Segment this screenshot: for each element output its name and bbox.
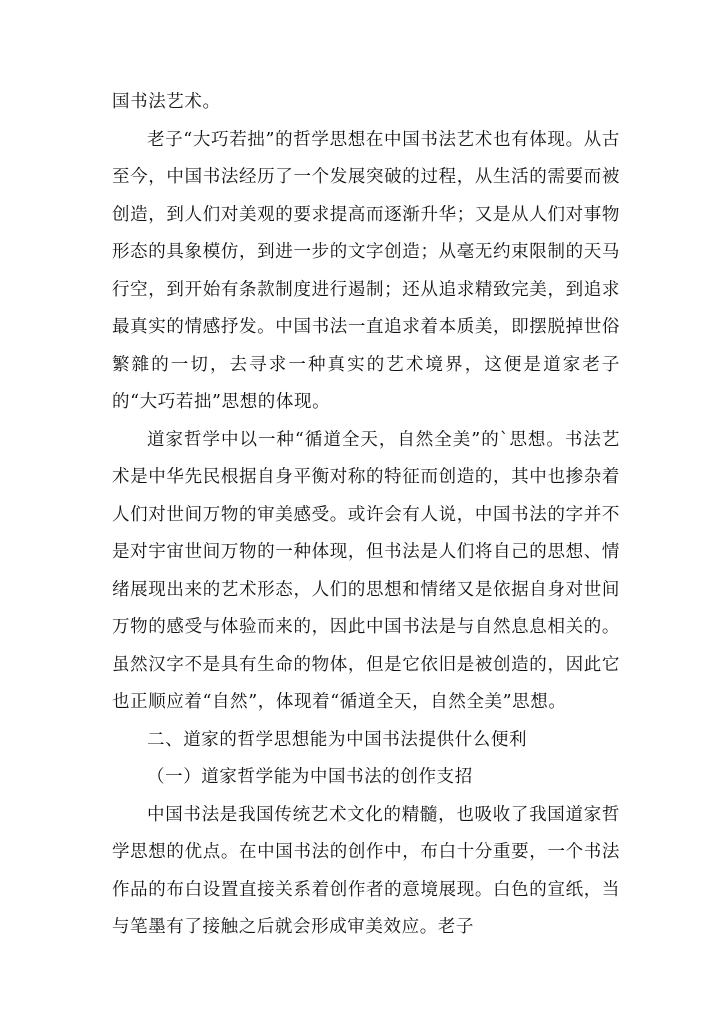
paragraph-xundao-quantian: 道家哲学中以一种“循道全天，自然全美”的`思想。书法艺术是中华先民根据自身平衡对称的特征而创造的，其中也掺杂着人们对世间万物的审美感受。或许会有人说，中国书法的字并不是对宇宙世间万物的一种体现，但书法是人们将自己的思想、情绪展现出来的艺术形态，人们的思想和情绪又是依据自身对世间万物的感受与体验而来的，因此中国书法是与自然息息相关的。虽然汉字不是具有生命的物体，但是它依旧是被创造的，因此它也正顺应着“自然”，体现着“循道全天，自然全美”思想。 [112,429,620,712]
paragraph-bubai: 中国书法是我国传统艺术文化的精髓，也吸收了我国道家哲学思想的优点。在中国书法的创作中，布白十分重要，一个书法作品的布白设置直接关系着创作者的意境展现。白色的宣纸，当与笔墨有了接触之后就会形成审美效应。老子 [112,804,620,937]
document-body [112,84,620,947]
section-heading: 二、道家的哲学思想能为中国书法提供什么便利 [147,729,528,750]
subsection-heading: （一）道家哲学能为中国书法的创作支招 [147,767,473,787]
paragraph-continuation: 国书法艺术。 [112,92,221,112]
paragraph-daqiaoruozhuo: 老子“大巧若拙”的哲学思想在中国书法艺术也有体现。从古至今，中国书法经历了一个发展突破的过程，从生活的需要而被创造，到人们对美观的要求提高而逐渐升华；又是从人们对事物形态的具象模仿，到进一步的文字创造；从毫无约束限制的天马行空，到开始有条款制度进行遏制；还从追求精致完美，到追求最真实的情感抒发。中国书法一直追求着本质美，即摆脱掉世俗繁雜的一切，去寻求一种真实的艺术境界，这便是道家老子的“大巧若拙”思想的体现。 [112,129,620,412]
